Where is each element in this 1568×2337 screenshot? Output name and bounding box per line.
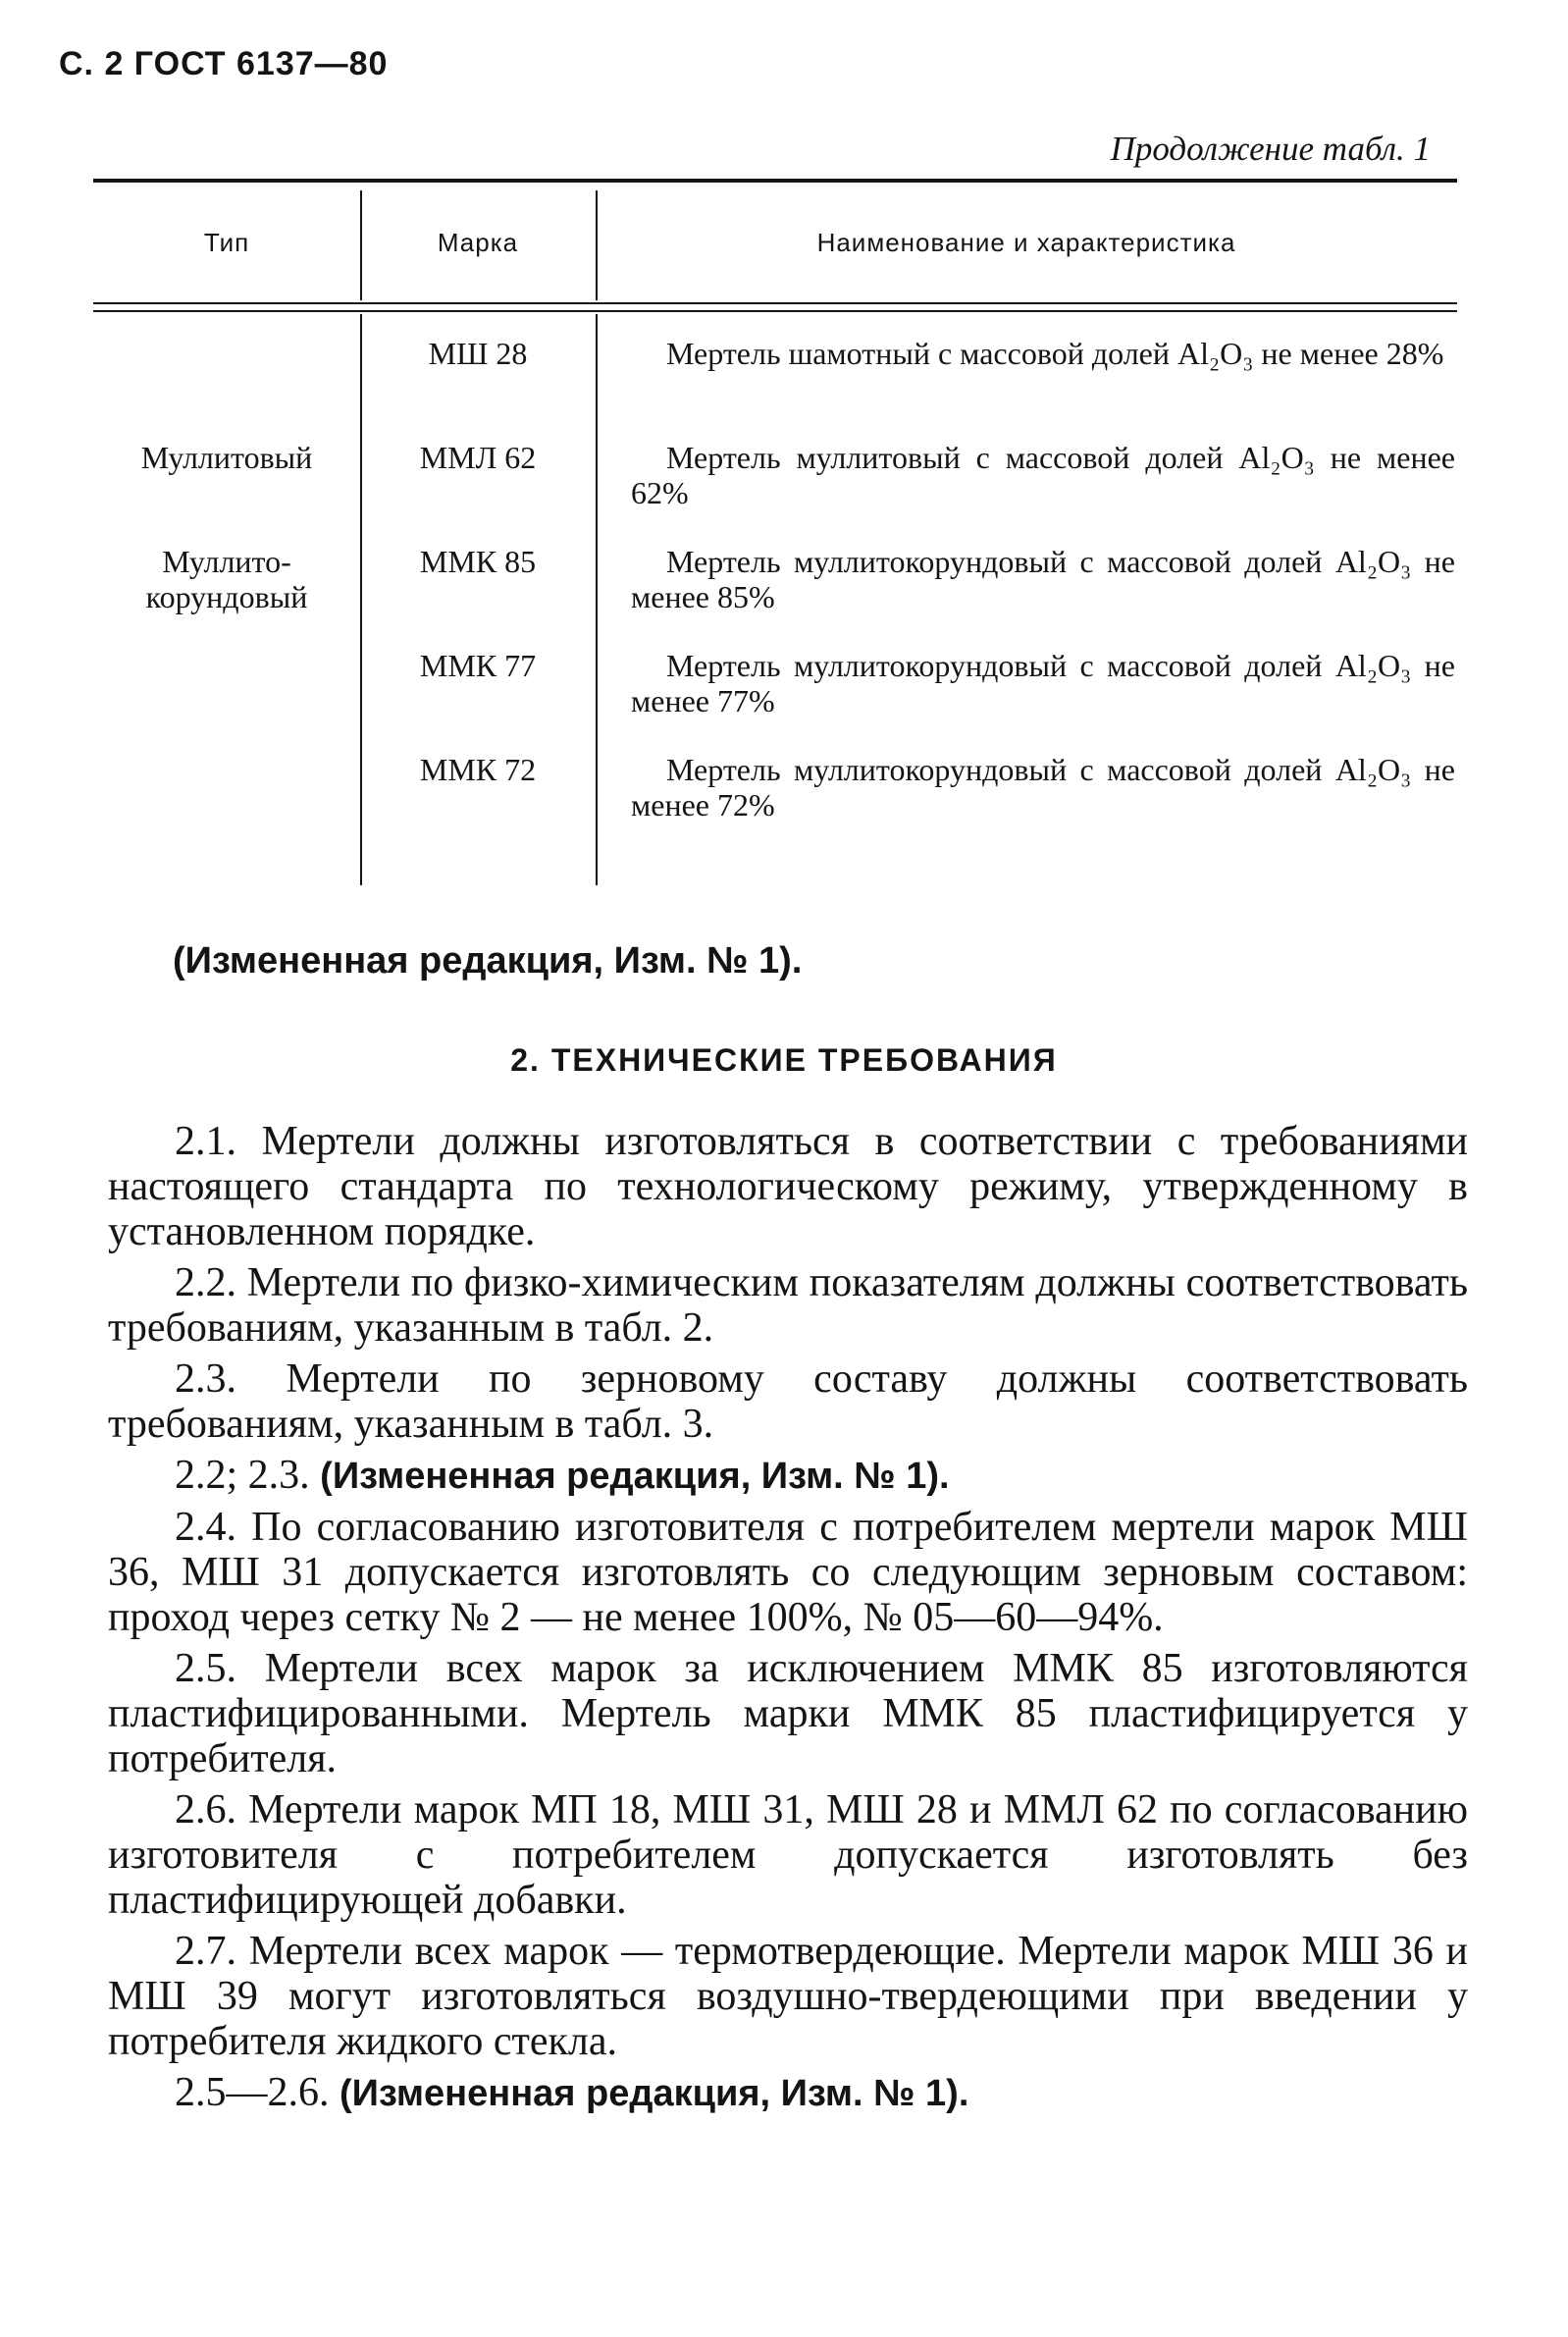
paragraph: 2.4. По согласованию изготовителя с потребителем мертели марок МШ 36, МШ 31 допускается изготовлять со следующим зерновым составом: проход через сетку № 2 — не менее 100%, № 05—60—94%. xyxy=(108,1505,1468,1640)
table-continuation-label: Продолжение табл. 1 xyxy=(1110,130,1431,168)
amendment-paragraph xyxy=(108,2070,1468,2116)
paragraph: 2.2. Мертели по физко-химическим показателям должны соответствовать требованиям, указанным в табл. 2. xyxy=(108,1260,1468,1351)
paragraph-ref: 2.5—2.6. xyxy=(175,2070,330,2115)
paragraph: 2.7. Мертели всех марок — термотвердеющие. Мертели марок МШ 36 и МШ 39 могут изготовляться воздушно-твердеющими при введении у потребителя жидкого стекла. xyxy=(108,1929,1468,2064)
materials-table xyxy=(93,179,1457,885)
paragraph: 2.5. Мертели всех марок за исключением ММК 85 изготовляются пластифицированными. Мертель марки ММК 85 пластифицируется у потребителя. xyxy=(108,1646,1468,1781)
table-cell-mark: ММК 72 xyxy=(419,752,537,787)
table-header-rule xyxy=(93,302,1457,304)
column-divider xyxy=(360,314,362,885)
amendment-note: (Измененная редакция, Изм. № 1). xyxy=(340,2073,969,2114)
section-title: 2. ТЕХНИЧЕСКИЕ ТРЕБОВАНИЯ xyxy=(510,1042,1058,1078)
table-cell-name: Мертель муллитокорундовый с массовой долей Al₂O₃ не менее 85% xyxy=(631,544,1455,614)
table-header-rule xyxy=(93,310,1457,312)
table-cell-mark: ММК 85 xyxy=(419,544,537,579)
column-divider xyxy=(596,314,598,885)
column-header-mark: Марка xyxy=(437,228,519,257)
table-top-rule xyxy=(93,179,1457,183)
page-header: С. 2 ГОСТ 6137—80 xyxy=(59,45,389,82)
table-cell-name: Мертель муллитокорундовый с массовой долей Al₂O₃ не менее 72% xyxy=(631,752,1455,823)
column-header-type: Тип xyxy=(203,228,250,257)
amendment-note: (Измененная редакция, Изм. № 1). xyxy=(320,1456,950,1497)
table-cell-mark: МШ 28 xyxy=(428,336,528,371)
section-body xyxy=(108,1119,1468,2122)
table-cell-name: Мертель шамотный с массовой долей Al₂O₃ не менее 28% xyxy=(666,336,1444,371)
amendment-paragraph xyxy=(108,1453,1468,1499)
column-header-name: Наименование и характеристика xyxy=(816,228,1236,257)
paragraph-ref: 2.2; 2.3. xyxy=(175,1453,310,1498)
table-cell-mark: ММК 77 xyxy=(419,648,537,683)
paragraph: 2.3. Мертели по зерновому составу должны соответствовать требованиям, указанным в табл. 3. xyxy=(108,1356,1468,1447)
table-cell-name: Мертель муллитовый с массовой долей Al₂O₃ не менее 62% xyxy=(631,440,1455,510)
amendment-note: (Измененная редакция, Изм. № 1). xyxy=(173,940,803,982)
table-cell-type: Муллито-корундовый xyxy=(145,544,308,614)
table-cell-name: Мертель муллитокорундовый с массовой долей Al₂O₃ не менее 77% xyxy=(631,648,1455,718)
paragraph: 2.1. Мертели должны изготовляться в соответствии с требованиями настоящего стандарта по технологическому режиму, утвержденному в установленном порядке. xyxy=(108,1119,1468,1254)
table-cell-type: Муллитовый xyxy=(140,440,313,475)
table-cell-mark: ММЛ 62 xyxy=(419,440,537,475)
paragraph: 2.6. Мертели марок МП 18, МШ 31, МШ 28 и ММЛ 62 по согласованию изготовителя с потребителем допускается изготовлять без пластифицирующей добавки. xyxy=(108,1787,1468,1923)
